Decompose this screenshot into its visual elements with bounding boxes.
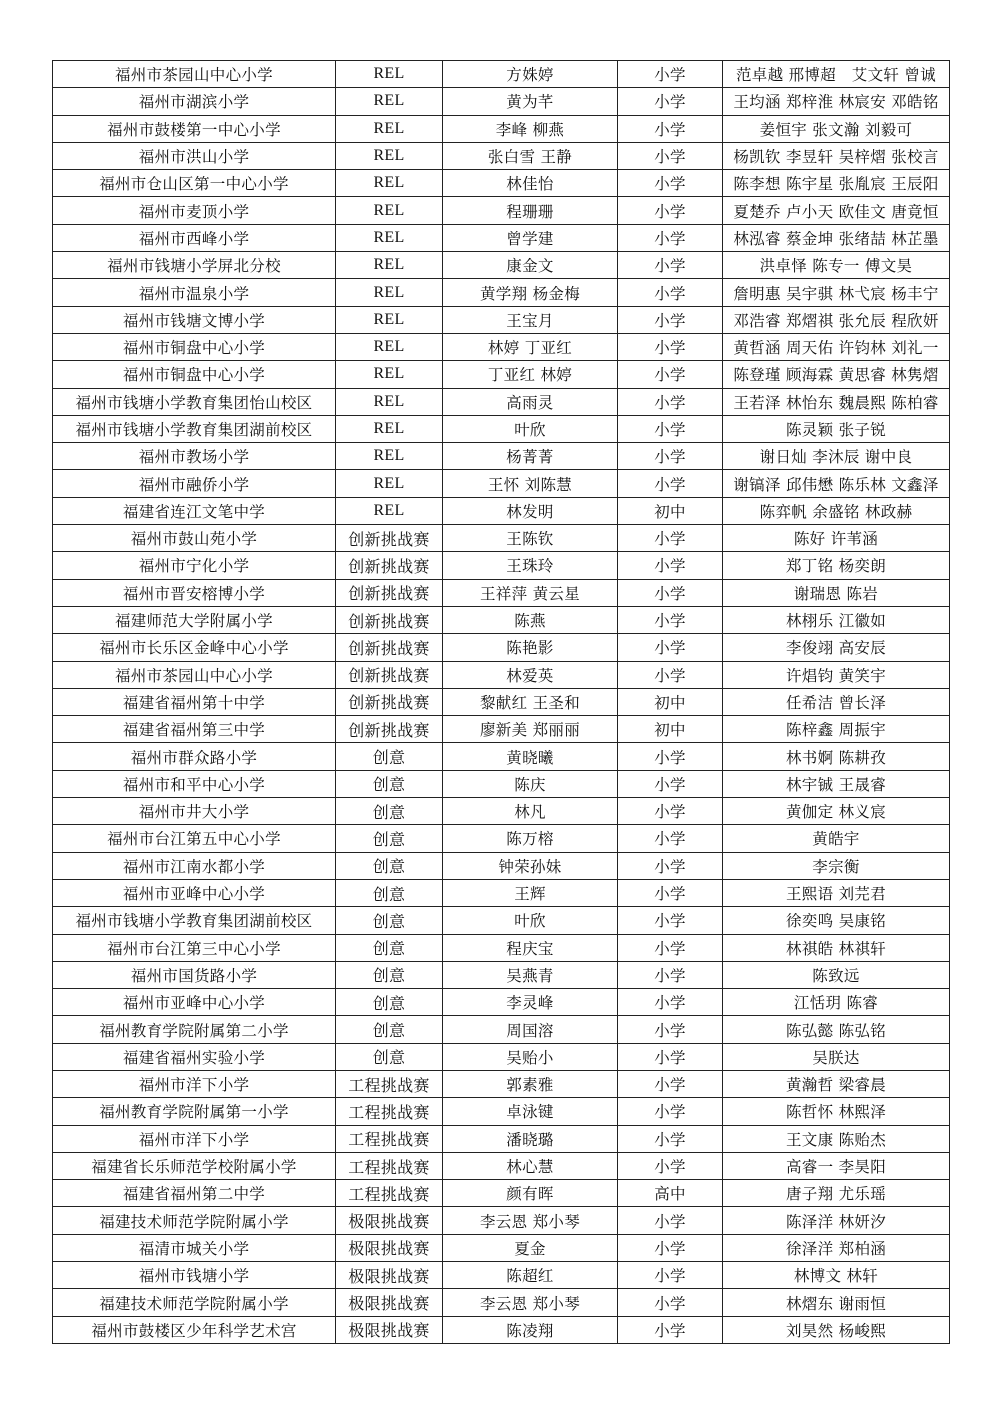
teacher-cell: 陈庆 bbox=[443, 770, 618, 797]
school-cell: 福州市湖滨小学 bbox=[53, 88, 336, 115]
category-cell: 极限挑战赛 bbox=[336, 1289, 443, 1316]
school-cell: 福州市茶园山中心小学 bbox=[53, 661, 336, 688]
school-cell: 福州市长乐区金峰中心小学 bbox=[53, 634, 336, 661]
school-cell: 福州市台江第五中心小学 bbox=[53, 825, 336, 852]
category-cell: 创意 bbox=[336, 825, 443, 852]
students-cell: 谢镐泽 邱伟懋 陈乐林 文鑫泽 bbox=[723, 470, 950, 497]
table-row bbox=[53, 1262, 950, 1289]
table-row bbox=[53, 770, 950, 797]
category-cell: 创新挑战赛 bbox=[336, 634, 443, 661]
school-cell: 福州市融侨小学 bbox=[53, 470, 336, 497]
table-row bbox=[53, 989, 950, 1016]
table-row bbox=[53, 1234, 950, 1261]
level-cell: 小学 bbox=[618, 470, 723, 497]
category-cell: REL bbox=[336, 443, 443, 470]
table-row bbox=[53, 934, 950, 961]
table-row bbox=[53, 1070, 950, 1097]
school-cell: 福州市台江第三中心小学 bbox=[53, 934, 336, 961]
teacher-cell: 方姝婷 bbox=[443, 61, 618, 88]
students-cell: 陈好 许苇涵 bbox=[723, 525, 950, 552]
level-cell: 小学 bbox=[618, 1289, 723, 1316]
table-row bbox=[53, 907, 950, 934]
category-cell: 创意 bbox=[336, 961, 443, 988]
teacher-cell: 吴贻小 bbox=[443, 1043, 618, 1070]
teacher-cell: 叶欣 bbox=[443, 907, 618, 934]
category-cell: 极限挑战赛 bbox=[336, 1262, 443, 1289]
category-cell: REL bbox=[336, 388, 443, 415]
school-cell: 福州市教场小学 bbox=[53, 443, 336, 470]
teacher-cell: 程庆宝 bbox=[443, 934, 618, 961]
school-cell: 福州市鼓楼区少年科学艺术宫 bbox=[53, 1316, 336, 1343]
school-cell: 福州市钱塘文博小学 bbox=[53, 306, 336, 333]
teacher-cell: 程珊珊 bbox=[443, 197, 618, 224]
teacher-cell: 李云恩 郑小琴 bbox=[443, 1207, 618, 1234]
table-row bbox=[53, 197, 950, 224]
table-row bbox=[53, 415, 950, 442]
students-cell: 林栩乐 江徽如 bbox=[723, 606, 950, 633]
level-cell: 小学 bbox=[618, 1125, 723, 1152]
school-cell: 福州市钱塘小学 bbox=[53, 1262, 336, 1289]
teacher-cell: 林发明 bbox=[443, 497, 618, 524]
school-cell: 福州市铜盘中心小学 bbox=[53, 333, 336, 360]
category-cell: 工程挑战赛 bbox=[336, 1180, 443, 1207]
teacher-cell: 王祥萍 黄云星 bbox=[443, 579, 618, 606]
level-cell: 小学 bbox=[618, 1262, 723, 1289]
category-cell: REL bbox=[336, 61, 443, 88]
table-row bbox=[53, 688, 950, 715]
teacher-cell: 林心慧 bbox=[443, 1152, 618, 1179]
teacher-cell: 曾学建 bbox=[443, 224, 618, 251]
table-row bbox=[53, 361, 950, 388]
category-cell: 极限挑战赛 bbox=[336, 1207, 443, 1234]
students-cell: 李俊翊 高安辰 bbox=[723, 634, 950, 661]
level-cell: 小学 bbox=[618, 552, 723, 579]
category-cell: 创意 bbox=[336, 934, 443, 961]
students-cell: 徐奕鸣 吴康铭 bbox=[723, 907, 950, 934]
teacher-cell: 林婷 丁亚红 bbox=[443, 333, 618, 360]
school-cell: 福州教育学院附属第一小学 bbox=[53, 1098, 336, 1125]
teacher-cell: 夏金 bbox=[443, 1234, 618, 1261]
students-cell: 王若泽 林怡东 魏晨熙 陈柏睿 bbox=[723, 388, 950, 415]
teacher-cell: 黎献红 王圣和 bbox=[443, 688, 618, 715]
students-cell: 李宗衡 bbox=[723, 852, 950, 879]
category-cell: 创意 bbox=[336, 1043, 443, 1070]
category-cell: 创新挑战赛 bbox=[336, 579, 443, 606]
teacher-cell: 叶欣 bbox=[443, 415, 618, 442]
category-cell: REL bbox=[336, 415, 443, 442]
students-cell: 陈灵颖 张子锐 bbox=[723, 415, 950, 442]
school-cell: 福州市亚峰中心小学 bbox=[53, 879, 336, 906]
school-cell: 福州市钱塘小学教育集团湖前校区 bbox=[53, 907, 336, 934]
category-cell: REL bbox=[336, 279, 443, 306]
school-cell: 福州市钱塘小学屏北分校 bbox=[53, 252, 336, 279]
students-cell: 任希洁 曾长泽 bbox=[723, 688, 950, 715]
level-cell: 小学 bbox=[618, 142, 723, 169]
table-row bbox=[53, 879, 950, 906]
level-cell: 小学 bbox=[618, 879, 723, 906]
teacher-cell: 高雨灵 bbox=[443, 388, 618, 415]
teacher-cell: 陈凌翔 bbox=[443, 1316, 618, 1343]
table-row bbox=[53, 61, 950, 88]
level-cell: 小学 bbox=[618, 525, 723, 552]
school-cell: 福州市洋下小学 bbox=[53, 1070, 336, 1097]
table-row bbox=[53, 470, 950, 497]
teacher-cell: 李云恩 郑小琴 bbox=[443, 1289, 618, 1316]
table-row bbox=[53, 1098, 950, 1125]
students-cell: 陈致远 bbox=[723, 961, 950, 988]
school-cell: 福州市井大小学 bbox=[53, 798, 336, 825]
school-cell: 福州市鼓楼第一中心小学 bbox=[53, 115, 336, 142]
students-cell: 林祺皓 林祺轩 bbox=[723, 934, 950, 961]
students-cell: 黄哲涵 周天佑 许钧林 刘礼一 bbox=[723, 333, 950, 360]
table-row bbox=[53, 1316, 950, 1343]
category-cell: 创意 bbox=[336, 907, 443, 934]
category-cell: 极限挑战赛 bbox=[336, 1316, 443, 1343]
category-cell: 创新挑战赛 bbox=[336, 716, 443, 743]
table-row bbox=[53, 1016, 950, 1043]
category-cell: 创新挑战赛 bbox=[336, 606, 443, 633]
category-cell: 创新挑战赛 bbox=[336, 688, 443, 715]
table-row bbox=[53, 252, 950, 279]
teacher-cell: 张白雪 王静 bbox=[443, 142, 618, 169]
students-cell: 刘昊然 杨峻熙 bbox=[723, 1316, 950, 1343]
students-cell: 黄皓宇 bbox=[723, 825, 950, 852]
award-table bbox=[52, 60, 950, 1344]
table-row bbox=[53, 661, 950, 688]
category-cell: REL bbox=[336, 197, 443, 224]
school-cell: 福清市城关小学 bbox=[53, 1234, 336, 1261]
teacher-cell: 林凡 bbox=[443, 798, 618, 825]
students-cell: 陈泽洋 林妍汐 bbox=[723, 1207, 950, 1234]
level-cell: 小学 bbox=[618, 197, 723, 224]
level-cell: 小学 bbox=[618, 989, 723, 1016]
students-cell: 黄瀚哲 梁睿晨 bbox=[723, 1070, 950, 1097]
category-cell: REL bbox=[336, 88, 443, 115]
teacher-cell: 陈燕 bbox=[443, 606, 618, 633]
level-cell: 初中 bbox=[618, 497, 723, 524]
level-cell: 小学 bbox=[618, 852, 723, 879]
students-cell: 陈梓鑫 周振宇 bbox=[723, 716, 950, 743]
students-cell: 黄伽定 林义宸 bbox=[723, 798, 950, 825]
school-cell: 福州市麦顶小学 bbox=[53, 197, 336, 224]
level-cell: 小学 bbox=[618, 661, 723, 688]
level-cell: 小学 bbox=[618, 170, 723, 197]
school-cell: 福建技术师范学院附属小学 bbox=[53, 1207, 336, 1234]
category-cell: REL bbox=[336, 306, 443, 333]
level-cell: 小学 bbox=[618, 743, 723, 770]
students-cell: 王熙语 刘芫君 bbox=[723, 879, 950, 906]
students-cell: 唐子翔 尤乐瑶 bbox=[723, 1180, 950, 1207]
table-row bbox=[53, 716, 950, 743]
table-row bbox=[53, 279, 950, 306]
school-cell: 福建省长乐师范学校附属小学 bbox=[53, 1152, 336, 1179]
category-cell: 创意 bbox=[336, 852, 443, 879]
students-cell: 林博文 林轩 bbox=[723, 1262, 950, 1289]
teacher-cell: 卓泳键 bbox=[443, 1098, 618, 1125]
students-cell: 林书婀 陈耕孜 bbox=[723, 743, 950, 770]
students-cell: 邓浩睿 郑熠祺 张允辰 程欣妍 bbox=[723, 306, 950, 333]
students-cell: 姜恒宇 张文瀚 刘毅可 bbox=[723, 115, 950, 142]
category-cell: 创意 bbox=[336, 770, 443, 797]
level-cell: 小学 bbox=[618, 1207, 723, 1234]
level-cell: 小学 bbox=[618, 825, 723, 852]
students-cell: 林熠东 谢雨恒 bbox=[723, 1289, 950, 1316]
teacher-cell: 黄为芊 bbox=[443, 88, 618, 115]
school-cell: 福州市亚峰中心小学 bbox=[53, 989, 336, 1016]
teacher-cell: 王陈钦 bbox=[443, 525, 618, 552]
category-cell: 创意 bbox=[336, 1016, 443, 1043]
school-cell: 福州教育学院附属第二小学 bbox=[53, 1016, 336, 1043]
level-cell: 小学 bbox=[618, 907, 723, 934]
level-cell: 小学 bbox=[618, 634, 723, 661]
teacher-cell: 吴燕青 bbox=[443, 961, 618, 988]
school-cell: 福州市钱塘小学教育集团怡山校区 bbox=[53, 388, 336, 415]
teacher-cell: 林爱英 bbox=[443, 661, 618, 688]
category-cell: REL bbox=[336, 170, 443, 197]
school-cell: 福建省连江文笔中学 bbox=[53, 497, 336, 524]
level-cell: 小学 bbox=[618, 934, 723, 961]
table-row bbox=[53, 579, 950, 606]
teacher-cell: 陈艳影 bbox=[443, 634, 618, 661]
category-cell: REL bbox=[336, 470, 443, 497]
level-cell: 小学 bbox=[618, 1070, 723, 1097]
table-row bbox=[53, 443, 950, 470]
students-cell: 杨凯钦 李昱轩 吴梓熠 张校言 bbox=[723, 142, 950, 169]
students-cell: 林泓睿 蔡金坤 张绪喆 林芷墨 bbox=[723, 224, 950, 251]
students-cell: 徐泽洋 郑柏涵 bbox=[723, 1234, 950, 1261]
level-cell: 小学 bbox=[618, 252, 723, 279]
table-row bbox=[53, 115, 950, 142]
table-row bbox=[53, 1043, 950, 1070]
table-row bbox=[53, 825, 950, 852]
students-cell: 谢瑞恩 陈岩 bbox=[723, 579, 950, 606]
school-cell: 福州市洋下小学 bbox=[53, 1125, 336, 1152]
students-cell: 江恬玥 陈睿 bbox=[723, 989, 950, 1016]
level-cell: 初中 bbox=[618, 688, 723, 715]
school-cell: 福州市鼓山苑小学 bbox=[53, 525, 336, 552]
teacher-cell: 钟荣孙妹 bbox=[443, 852, 618, 879]
table-row bbox=[53, 306, 950, 333]
level-cell: 小学 bbox=[618, 388, 723, 415]
level-cell: 小学 bbox=[618, 1016, 723, 1043]
category-cell: 创新挑战赛 bbox=[336, 661, 443, 688]
level-cell: 小学 bbox=[618, 333, 723, 360]
level-cell: 小学 bbox=[618, 306, 723, 333]
teacher-cell: 陈超红 bbox=[443, 1262, 618, 1289]
category-cell: REL bbox=[336, 142, 443, 169]
table-row bbox=[53, 1207, 950, 1234]
table-row bbox=[53, 852, 950, 879]
teacher-cell: 潘晓璐 bbox=[443, 1125, 618, 1152]
teacher-cell: 李灵峰 bbox=[443, 989, 618, 1016]
level-cell: 小学 bbox=[618, 224, 723, 251]
school-cell: 福建省福州第十中学 bbox=[53, 688, 336, 715]
students-cell: 王文康 陈贻杰 bbox=[723, 1125, 950, 1152]
table-row bbox=[53, 388, 950, 415]
teacher-cell: 廖新美 郑丽丽 bbox=[443, 716, 618, 743]
category-cell: REL bbox=[336, 115, 443, 142]
students-cell: 高睿一 李昊阳 bbox=[723, 1152, 950, 1179]
level-cell: 小学 bbox=[618, 415, 723, 442]
level-cell: 小学 bbox=[618, 1316, 723, 1343]
category-cell: REL bbox=[336, 333, 443, 360]
students-cell: 陈弘懿 陈弘铭 bbox=[723, 1016, 950, 1043]
school-cell: 福州市江南水都小学 bbox=[53, 852, 336, 879]
level-cell: 小学 bbox=[618, 61, 723, 88]
category-cell: 创新挑战赛 bbox=[336, 552, 443, 579]
table-row bbox=[53, 552, 950, 579]
teacher-cell: 丁亚红 林婷 bbox=[443, 361, 618, 388]
students-cell: 陈李想 陈宇星 张胤宸 王辰阳 bbox=[723, 170, 950, 197]
table-row bbox=[53, 961, 950, 988]
category-cell: 创新挑战赛 bbox=[336, 525, 443, 552]
level-cell: 小学 bbox=[618, 579, 723, 606]
category-cell: 极限挑战赛 bbox=[336, 1234, 443, 1261]
teacher-cell: 周国溶 bbox=[443, 1016, 618, 1043]
table-row bbox=[53, 142, 950, 169]
school-cell: 福建技术师范学院附属小学 bbox=[53, 1289, 336, 1316]
school-cell: 福州市国货路小学 bbox=[53, 961, 336, 988]
level-cell: 小学 bbox=[618, 1152, 723, 1179]
table-row bbox=[53, 606, 950, 633]
students-cell: 洪卓怿 陈专一 傅文昊 bbox=[723, 252, 950, 279]
school-cell: 福建省福州实验小学 bbox=[53, 1043, 336, 1070]
category-cell: 工程挑战赛 bbox=[336, 1152, 443, 1179]
school-cell: 福州市铜盘中心小学 bbox=[53, 361, 336, 388]
level-cell: 小学 bbox=[618, 443, 723, 470]
teacher-cell: 杨菁菁 bbox=[443, 443, 618, 470]
school-cell: 福州市洪山小学 bbox=[53, 142, 336, 169]
level-cell: 小学 bbox=[618, 770, 723, 797]
school-cell: 福州市温泉小学 bbox=[53, 279, 336, 306]
category-cell: 创意 bbox=[336, 798, 443, 825]
students-cell: 詹明惠 吴宇骐 林弋宸 杨丰宁 bbox=[723, 279, 950, 306]
teacher-cell: 王怀 刘陈慧 bbox=[443, 470, 618, 497]
teacher-cell: 黄学翔 杨金梅 bbox=[443, 279, 618, 306]
students-cell: 郑丁铭 杨奕朗 bbox=[723, 552, 950, 579]
category-cell: REL bbox=[336, 252, 443, 279]
table-row bbox=[53, 333, 950, 360]
table-row bbox=[53, 497, 950, 524]
category-cell: 创意 bbox=[336, 879, 443, 906]
students-cell: 许焻钧 黄笑宇 bbox=[723, 661, 950, 688]
category-cell: 工程挑战赛 bbox=[336, 1098, 443, 1125]
students-cell: 夏楚乔 卢小天 欧佳文 唐竟恒 bbox=[723, 197, 950, 224]
level-cell: 高中 bbox=[618, 1180, 723, 1207]
teacher-cell: 黄晓曦 bbox=[443, 743, 618, 770]
level-cell: 小学 bbox=[618, 961, 723, 988]
teacher-cell: 陈万榕 bbox=[443, 825, 618, 852]
teacher-cell: 王珠玲 bbox=[443, 552, 618, 579]
level-cell: 小学 bbox=[618, 88, 723, 115]
category-cell: REL bbox=[336, 224, 443, 251]
table-row bbox=[53, 1289, 950, 1316]
students-cell: 陈登瑾 顾海霖 黄思睿 林隽熠 bbox=[723, 361, 950, 388]
school-cell: 福建师范大学附属小学 bbox=[53, 606, 336, 633]
table-row bbox=[53, 525, 950, 552]
category-cell: 创意 bbox=[336, 989, 443, 1016]
school-cell: 福州市西峰小学 bbox=[53, 224, 336, 251]
school-cell: 福州市仓山区第一中心小学 bbox=[53, 170, 336, 197]
teacher-cell: 康金文 bbox=[443, 252, 618, 279]
students-cell: 陈弈帆 余盛铭 林政赫 bbox=[723, 497, 950, 524]
category-cell: REL bbox=[336, 361, 443, 388]
category-cell: 工程挑战赛 bbox=[336, 1125, 443, 1152]
level-cell: 小学 bbox=[618, 361, 723, 388]
category-cell: 工程挑战赛 bbox=[336, 1070, 443, 1097]
school-cell: 福州市茶园山中心小学 bbox=[53, 61, 336, 88]
table-row bbox=[53, 1180, 950, 1207]
level-cell: 初中 bbox=[618, 716, 723, 743]
teacher-cell: 王辉 bbox=[443, 879, 618, 906]
teacher-cell: 郭素雅 bbox=[443, 1070, 618, 1097]
award-table-body bbox=[53, 61, 950, 1344]
level-cell: 小学 bbox=[618, 279, 723, 306]
school-cell: 福州市群众路小学 bbox=[53, 743, 336, 770]
school-cell: 福建省福州第三中学 bbox=[53, 716, 336, 743]
level-cell: 小学 bbox=[618, 1234, 723, 1261]
school-cell: 福建省福州第二中学 bbox=[53, 1180, 336, 1207]
teacher-cell: 李峰 柳燕 bbox=[443, 115, 618, 142]
teacher-cell: 王宝月 bbox=[443, 306, 618, 333]
students-cell: 陈哲怀 林熙泽 bbox=[723, 1098, 950, 1125]
level-cell: 小学 bbox=[618, 1098, 723, 1125]
school-cell: 福州市钱塘小学教育集团湖前校区 bbox=[53, 415, 336, 442]
students-cell: 吴朕达 bbox=[723, 1043, 950, 1070]
table-row bbox=[53, 634, 950, 661]
students-cell: 林宇铖 王晟睿 bbox=[723, 770, 950, 797]
students-cell: 范卓越 邢博超 艾文轩 曾诚 bbox=[723, 61, 950, 88]
table-row bbox=[53, 1152, 950, 1179]
table-row bbox=[53, 743, 950, 770]
level-cell: 小学 bbox=[618, 1043, 723, 1070]
students-cell: 王均涵 郑梓淮 林宸安 邓皓铭 bbox=[723, 88, 950, 115]
table-row bbox=[53, 224, 950, 251]
school-cell: 福州市晋安榕博小学 bbox=[53, 579, 336, 606]
table-row bbox=[53, 1125, 950, 1152]
table-row bbox=[53, 88, 950, 115]
table-row bbox=[53, 170, 950, 197]
teacher-cell: 林佳怡 bbox=[443, 170, 618, 197]
category-cell: REL bbox=[336, 497, 443, 524]
school-cell: 福州市宁化小学 bbox=[53, 552, 336, 579]
level-cell: 小学 bbox=[618, 798, 723, 825]
table-row bbox=[53, 798, 950, 825]
level-cell: 小学 bbox=[618, 115, 723, 142]
school-cell: 福州市和平中心小学 bbox=[53, 770, 336, 797]
students-cell: 谢日灿 李沐辰 谢中良 bbox=[723, 443, 950, 470]
level-cell: 小学 bbox=[618, 606, 723, 633]
category-cell: 创意 bbox=[336, 743, 443, 770]
teacher-cell: 颜有晖 bbox=[443, 1180, 618, 1207]
